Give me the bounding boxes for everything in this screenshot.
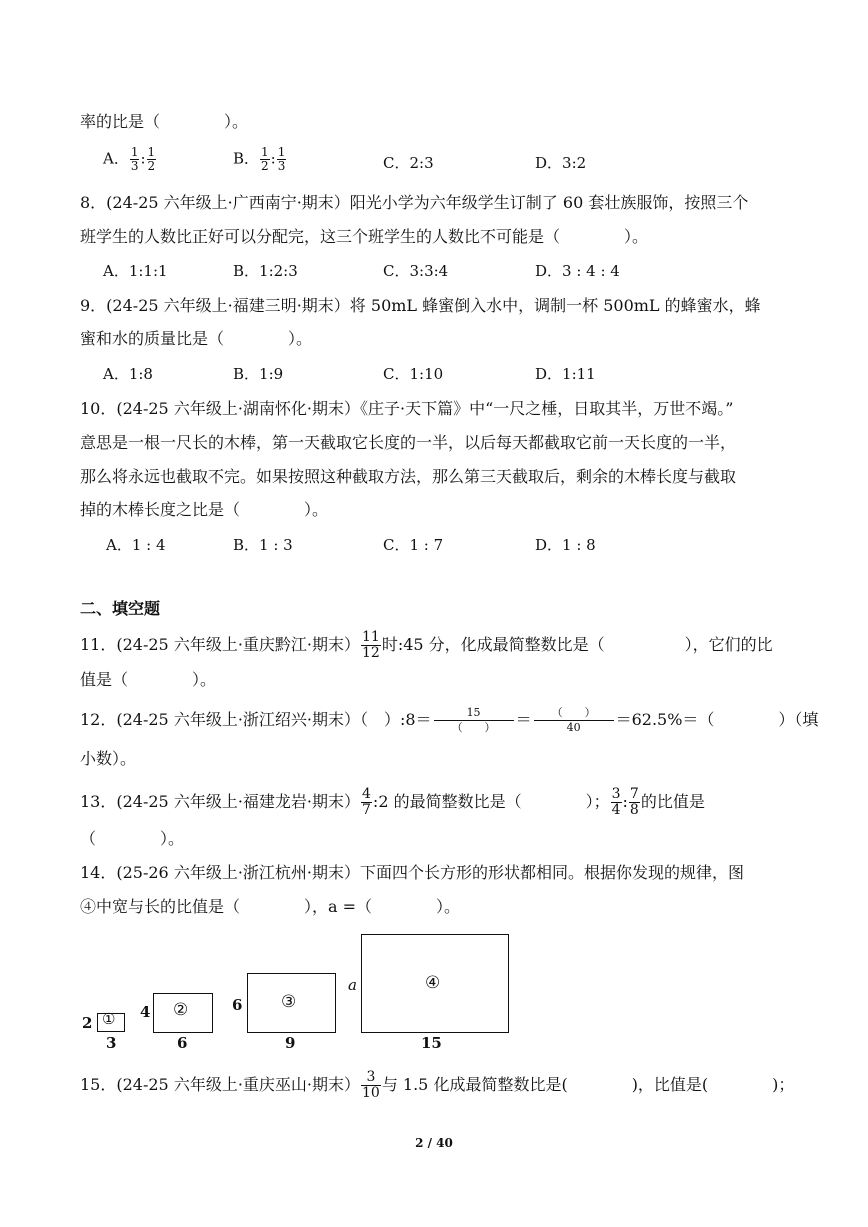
rect-2-side: 4 xyxy=(140,1003,151,1021)
q8-option-b: B．1:2:3 xyxy=(233,262,298,280)
rect-4-bottom: 15 xyxy=(421,1034,442,1052)
rect-4-side: a xyxy=(348,976,357,994)
q10-option-a: A．1 : 4 xyxy=(106,536,166,554)
rect-3-bottom: 9 xyxy=(285,1034,296,1052)
q9-option-a: A．1:8 xyxy=(103,365,153,383)
rect-1-bottom: 3 xyxy=(106,1034,117,1052)
q7-option-a: A． $\frac{1}{3}$ : $\frac{1}{2}$ xyxy=(103,145,156,173)
q7-option-c: C．2:3 xyxy=(383,154,434,172)
rect-2-bottom: 6 xyxy=(177,1034,188,1052)
q9-option-c: C．1:10 xyxy=(383,365,444,383)
q12-line2: 小数）。 xyxy=(80,749,137,768)
q9-option-b: B．1:9 xyxy=(233,365,284,383)
q10-line2: 意思是一根一尺长的木棒，第一天截取它长度的一半，以后每天都截取它前一天长度的一半， xyxy=(80,433,737,452)
q8-option-c: C．3:3:4 xyxy=(383,262,449,280)
rect-3-side: 6 xyxy=(232,996,243,1014)
q8-line2: 班学生的人数比正好可以分配完，这三个班学生的人数比不可能是（ ）。 xyxy=(80,227,649,246)
q10-line4: 掉的木棒长度之比是（ ）。 xyxy=(80,500,329,519)
q10-option-d: D．1 : 8 xyxy=(535,536,596,554)
q9-line1: 9．(24-25 六年级上·福建三明·期末）将 50mL 蜂蜜倒入水中，调制一杯 500mL 的蜂蜜水，蜂 xyxy=(80,296,761,315)
page-number: 2 / 40 xyxy=(415,1136,453,1150)
rect-1-side: 2 xyxy=(82,1014,93,1032)
section-heading: 二、填空题 xyxy=(80,599,161,618)
q13-line1: 13．(24-25 六年级上·福建龙岩·期末） $\frac{4}{7}$ :2 的最简整数比是（ ）； $\frac{3}{4}$ : $\frac{7}{8}$ 的比值是 xyxy=(80,786,705,818)
q11-line2: 值是（ ）。 xyxy=(80,670,217,689)
q14-line1: 14．(25-26 六年级上·浙江杭州·期末）下面四个长方形的形状都相同。根据你发现的规律，图 xyxy=(80,863,744,882)
q10-line1: 10．(24-25 六年级上·湖南怀化·期末）《庄子·天下篇》中“一尺之棰，日取其半，万世不竭。” xyxy=(80,399,734,418)
q9-line2: 蜜和水的质量比是（ ）。 xyxy=(80,329,313,348)
q8-option-a: A．1:1:1 xyxy=(103,262,168,280)
q8-line1: 8．(24-25 六年级上·广西南宁·期末）阳光小学为六年级学生订制了 60 套壮族服饰，按照三个 xyxy=(80,193,749,212)
q15-line1: 15．(24-25 六年级上·重庆巫山·期末） $\frac{3}{10}$ 与 1.5 化成最简整数比是( )，比值是( )； xyxy=(80,1069,795,1101)
q10-option-b: B．1 : 3 xyxy=(233,536,293,554)
rect-3-label: ③ xyxy=(281,992,297,1012)
q10-line3: 那么将永远也截取不完。如果按照这种截取方法，那么第三天截取后，剩余的木棒长度与截取 xyxy=(80,467,737,486)
rect-1-label: ① xyxy=(102,1010,116,1028)
rect-2-label: ② xyxy=(173,1000,189,1020)
q9-option-d: D．1:11 xyxy=(535,365,596,383)
q14-line2: ④中宽与长的比值是（ ），a =（ ）。 xyxy=(80,897,461,916)
q11-line1: 11．(24-25 六年级上·重庆黔江·期末） $\frac{11}{12}$ 时:45 分，化成最简整数比是（ ），它们的比 xyxy=(80,629,773,661)
q7-tail: 率的比是（ ）。 xyxy=(80,112,249,131)
q7-option-d: D．3:2 xyxy=(535,154,587,172)
rect-4-label: ④ xyxy=(425,973,441,993)
q10-option-c: C．1 : 7 xyxy=(383,536,444,554)
q8-option-d: D．3 : 4 : 4 xyxy=(535,262,620,280)
q12-line1: 12．(24-25 六年级上·浙江绍兴·期末）（ ）:8＝ 15 （ ） ＝ （ ） 40 ＝62.5%＝（ ）（填 xyxy=(80,706,819,734)
q13-line2: （ ）。 xyxy=(80,829,185,848)
q7-option-b: B． $\frac{1}{2}$ : $\frac{1}{3}$ xyxy=(233,145,286,173)
